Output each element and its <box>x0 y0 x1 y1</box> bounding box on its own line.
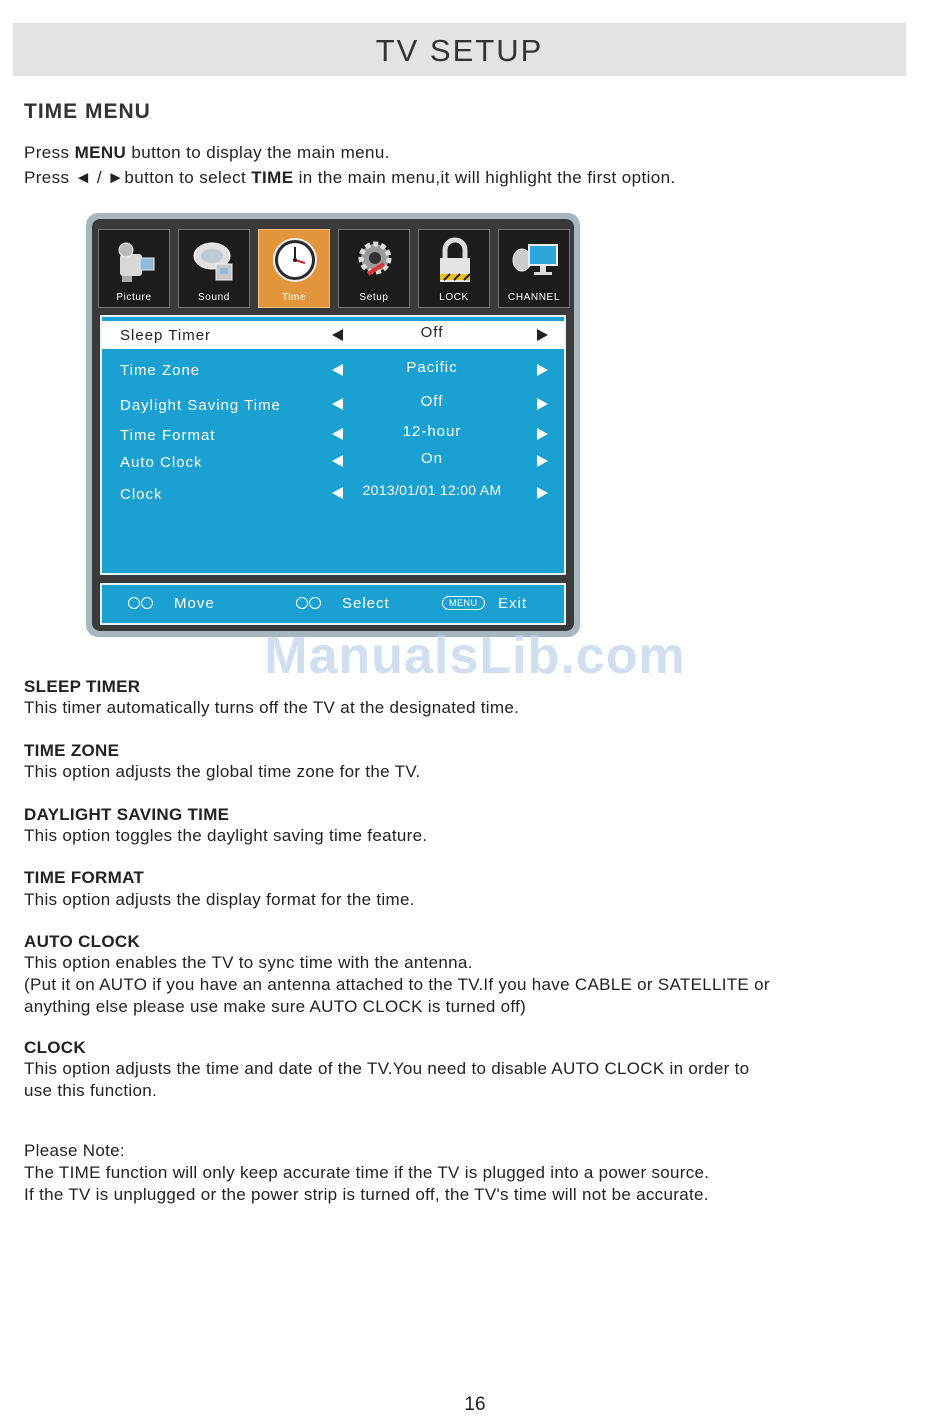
section-title: TIME MENU <box>24 100 151 123</box>
desc-line: This option adjusts the global time zone for the TV. <box>24 762 421 781</box>
left-right-icon <box>296 596 322 613</box>
page-title: TV SETUP <box>375 33 544 68</box>
note-heading: Please Note: <box>24 1141 125 1160</box>
satellite-monitor-icon <box>510 236 560 286</box>
row-value: 2013/01/01 12:00 AM <box>362 482 502 498</box>
left-arrow-icon[interactable] <box>332 428 343 440</box>
camcorder-icon <box>110 236 160 286</box>
desc-line: This timer automatically turns off the TV at the designated time. <box>24 698 520 717</box>
right-arrow-icon[interactable] <box>537 487 548 499</box>
footer-select-label: Select <box>342 595 390 612</box>
intro-line-2-bold: TIME <box>251 168 294 187</box>
footer-move-label: Move <box>174 595 215 612</box>
right-arrow-icon[interactable] <box>537 428 548 440</box>
row-label: Auto Clock <box>120 454 203 471</box>
left-arrow-icon[interactable] <box>332 455 343 467</box>
tab-sound[interactable] <box>178 229 250 308</box>
clock-icon <box>270 236 320 286</box>
row-value: Pacific <box>406 359 458 376</box>
row-label: Sleep Timer <box>120 327 212 344</box>
row-value: 12-hour <box>402 423 462 440</box>
row-value: Off <box>420 324 444 341</box>
note-block <box>24 1140 904 1206</box>
row-value: On <box>420 450 443 467</box>
tab-picture[interactable] <box>98 229 170 308</box>
tab-label-channel: CHANNEL <box>508 292 560 303</box>
page-number: 16 <box>464 1394 486 1415</box>
menu-row-sleep-timer[interactable] <box>102 321 564 349</box>
desc-line: This option enables the TV to sync time with the antenna. <box>24 953 473 972</box>
gear-wrench-icon <box>350 236 400 286</box>
tab-channel[interactable] <box>498 229 570 308</box>
tab-label-sound: Sound <box>198 292 230 303</box>
row-label: Clock <box>120 486 163 503</box>
tab-label-lock: LOCK <box>439 292 469 303</box>
watermark: ManualsLib.com <box>264 627 686 685</box>
desc-text-daylight-saving <box>24 825 904 847</box>
intro-line-1-pre: Press <box>24 143 75 162</box>
tv-menu-inner <box>92 219 574 631</box>
intro-line-2-pre: Press ◄ / ►button to select <box>24 168 252 187</box>
desc-title-sleep-timer: SLEEP TIMER <box>24 677 141 696</box>
right-arrow-icon[interactable] <box>537 455 548 467</box>
desc-text-sleep-timer <box>24 697 904 719</box>
desc-text-time-format <box>24 889 904 911</box>
desc-title-daylight-saving: DAYLIGHT SAVING TIME <box>24 805 230 824</box>
desc-text-auto-clock <box>24 952 904 1018</box>
tab-label-time: Time <box>281 292 307 303</box>
menu-row-time-format[interactable] <box>102 420 564 448</box>
desc-line: This option toggles the daylight saving time feature. <box>24 826 428 845</box>
desc-text-clock <box>24 1058 904 1102</box>
intro-line-1-bold: MENU <box>74 143 127 162</box>
left-arrow-icon[interactable] <box>332 398 343 410</box>
intro-line-2-post: in the main menu,it will highlight the first option. <box>293 168 676 187</box>
desc-title-time-zone: TIME ZONE <box>24 741 120 760</box>
note-line: If the TV is unplugged or the power strip is turned off, the TV's time will not be accurate. <box>24 1185 709 1204</box>
row-value: Off <box>420 393 444 410</box>
right-arrow-icon[interactable] <box>537 398 548 410</box>
desc-line: This option adjusts the time and date of the TV.You need to disable AUTO CLOCK in order to <box>24 1059 750 1078</box>
footer-exit-label: Exit <box>498 595 528 612</box>
right-arrow-icon[interactable] <box>537 364 548 376</box>
left-arrow-icon[interactable] <box>332 487 343 499</box>
left-arrow-icon[interactable] <box>332 329 343 341</box>
note-line: The TIME function will only keep accurate time if the TV is plugged into a power source. <box>24 1163 710 1182</box>
tab-lock[interactable] <box>418 229 490 308</box>
desc-line: use this function. <box>24 1081 157 1100</box>
menu-key-icon: MENU <box>442 596 485 610</box>
row-label: Time Zone <box>120 362 201 379</box>
header-bar <box>13 23 906 76</box>
desc-title-time-format: TIME FORMAT <box>24 868 145 887</box>
intro-line-2 <box>24 168 676 188</box>
desc-title-clock: CLOCK <box>24 1038 86 1057</box>
speaker-icon <box>190 236 240 286</box>
left-arrow-icon[interactable] <box>332 364 343 376</box>
menu-row-time-zone[interactable] <box>102 356 564 384</box>
desc-line: anything else please use make sure AUTO CLOCK is turned off) <box>24 997 527 1016</box>
desc-text-time-zone <box>24 761 904 783</box>
tv-menu-screenshot <box>86 213 580 637</box>
tab-setup[interactable] <box>338 229 410 308</box>
row-label: Daylight Saving Time <box>120 397 281 414</box>
time-menu-panel <box>100 315 566 575</box>
tab-label-picture: Picture <box>116 292 152 303</box>
intro-line-1 <box>24 143 390 163</box>
menu-footer <box>100 583 566 625</box>
menu-row-clock[interactable] <box>102 479 564 507</box>
desc-line: (Put it on AUTO if you have an antenna attached to the TV.If you have CABLE or SATELLITE or <box>24 975 770 994</box>
desc-title-auto-clock: AUTO CLOCK <box>24 932 141 951</box>
tab-time[interactable] <box>258 229 330 308</box>
row-label: Time Format <box>120 427 216 444</box>
menu-row-daylight-saving-time[interactable] <box>102 390 564 418</box>
tab-label-setup: Setup <box>359 292 389 303</box>
intro-line-1-post: button to display the main menu. <box>126 143 390 162</box>
menu-row-auto-clock[interactable] <box>102 447 564 475</box>
right-arrow-icon[interactable] <box>537 329 548 341</box>
desc-line: This option adjusts the display format for the time. <box>24 890 415 909</box>
up-down-icon <box>128 596 154 613</box>
padlock-icon <box>430 236 480 286</box>
